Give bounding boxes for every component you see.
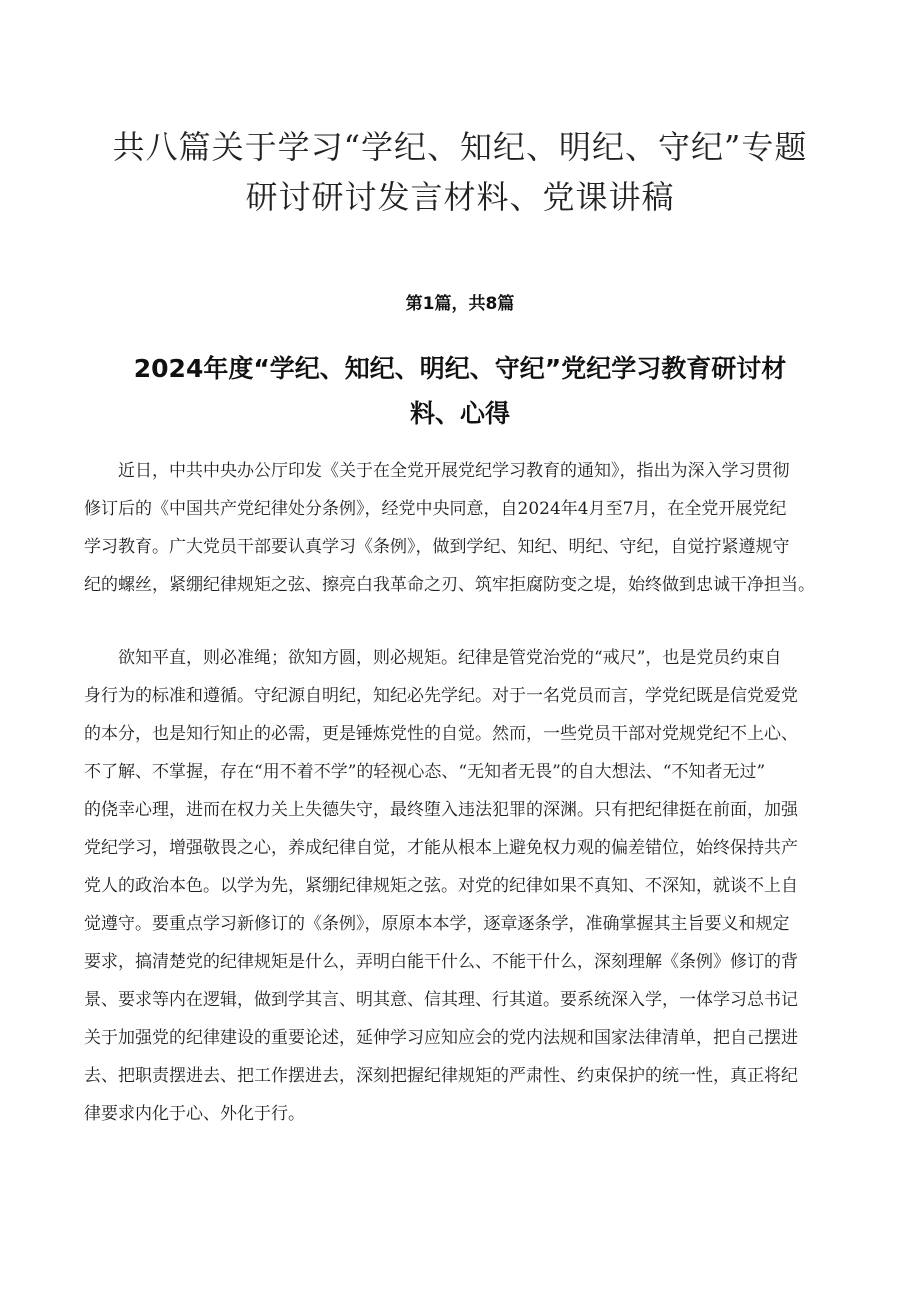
section-title-line: 料、心得: [409, 399, 510, 428]
paragraph-line: 的本分，也是知行知止的必需，更是锤炼党性的自觉。然而，一些党员干部对党规党纪不上心、: [84, 724, 798, 744]
document-title-line: 共八篇关于学习“学纪、知纪、明纪、守纪”专题: [112, 128, 808, 166]
paragraph-line: 的侥幸心理，进而在权力关上失德失守，最终堕入违法犯罪的深渊。只有把纪律挺在前面，加强: [84, 800, 798, 820]
part-indicator: 第1篇，共8篇: [405, 294, 515, 314]
paragraph-line: 不了解、不掌握，存在“用不着不学”的轻视心态、“无知者无畏”的自大想法、“不知者无过”: [84, 762, 766, 782]
document-title-line: 研讨研讨发言材料、党课讲稿: [245, 178, 675, 216]
paragraph-line: 律要求内化于心、外化于行。: [84, 1104, 305, 1124]
paragraph-line: 学习教育。广大党员干部要认真学习《条例》，做到学纪、知纪、明纪、守纪，自觉拧紧遵规守: [84, 537, 790, 557]
paragraph-line: 纪的螺丝，紧绷纪律规矩之弦、擦亮白我革命之刃、筑牢拒腐防变之堤，始终做到忠诚干净担当。: [84, 575, 815, 595]
paragraph-line: 去、把职责摆进去、把工作摆进去，深刻把握纪律规矩的严肃性、约束保护的统一性，真正将纪: [84, 1066, 798, 1086]
paragraph-line: 欲知平直，则必准绳；欲知方圆，则必规矩。纪律是管党治党的“戒尺”，也是党员约束自: [118, 648, 782, 668]
paragraph-line: 关于加强党的纪律建设的重要论述，延伸学习应知应会的党内法规和国家法律清单，把自己摆进: [84, 1028, 798, 1048]
paragraph-line: 身行为的标准和遵循。守纪源自明纪，知纪必先学纪。对于一名党员而言，学党纪既是信党爱党: [84, 686, 798, 706]
section-title-line: 2024年度“学纪、知纪、明纪、守纪”党纪学习教育研讨材: [133, 354, 787, 383]
document-title: [80, 122, 840, 222]
paragraph-line: 景、要求等内在逻辑，做到学其言、明其意、信其理、行其道。要系统深入学，一体学习总书记: [84, 990, 798, 1010]
paragraph-body: [84, 639, 854, 1133]
paragraph-line: 近日，中共中央办公厅印发《关于在全党开展党纪学习教育的通知》，指出为深入学习贯彻: [118, 461, 790, 481]
paragraph-line: 要求，搞清楚党的纪律规矩是什么，弄明白能干什么、不能干什么，深刻理解《条例》修订的背: [84, 952, 798, 972]
paragraph-intro: [84, 452, 854, 604]
paragraph-line: 党人的政治本色。以学为先，紧绷纪律规矩之弦。对党的纪律如果不真知、不深知，就谈不上自: [84, 876, 798, 896]
paragraph-line: 党纪学习，增强敬畏之心，养成纪律自觉，才能从根本上避免权力观的偏差错位，始终保持共产: [84, 838, 798, 858]
section-title: [90, 346, 830, 436]
paragraph-line: 觉遵守。要重点学习新修订的《条例》，原原本本学，逐章逐条学，准确掌握其主旨要义和规定: [84, 914, 790, 934]
paragraph-line: 修订后的《中国共产党纪律处分条例》，经党中央同意，自2024年4月至7月，在全党开展党纪: [84, 499, 787, 519]
